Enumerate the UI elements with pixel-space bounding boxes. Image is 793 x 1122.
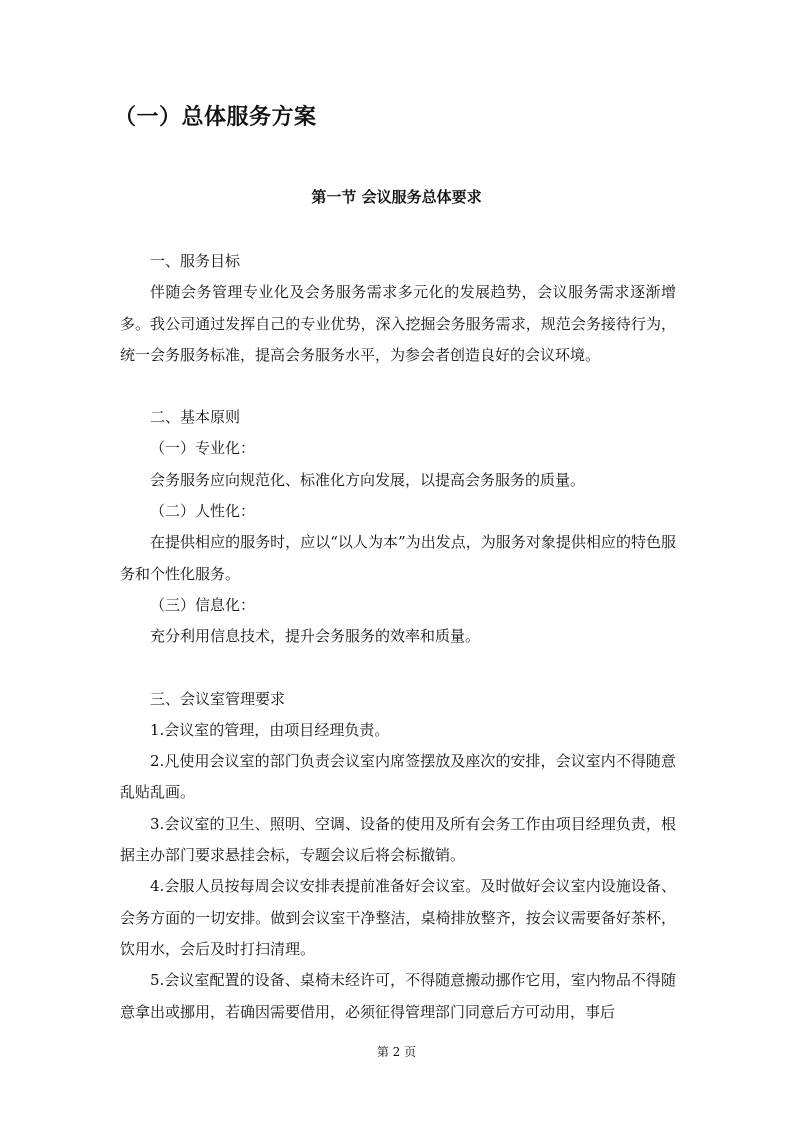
page-number: 第 2 页 xyxy=(376,1045,417,1059)
rule-item-1: 1.会议室的管理，由项目经理负责。 xyxy=(150,720,390,739)
rule-item-4: 4.会服人员按每周会议安排表提前准备好会议室。及时做好会议室内设施设备、会务方面的一切安排。做到会议室干净整洁，桌椅排放整齐，按会议需要备好茶杯，饮用水，会后及时打扫清理。 xyxy=(120,877,676,958)
heading-meeting-room-rules: 三、会议室管理要求 xyxy=(150,689,286,708)
subheading-professional: （一）专业化： xyxy=(150,439,256,458)
paragraph-professional: 会务服务应向规范化、标准化方向发展，以提高会务服务的质量。 xyxy=(150,470,586,489)
subheading-humanized: （二）人性化： xyxy=(150,502,256,521)
paragraph-informatized: 充分利用信息技术，提升会务服务的效率和质量。 xyxy=(150,627,481,646)
paragraph-humanized: 在提供相应的服务时，应以“以人为本”为出发点，为服务对象提供相应的特色服务和个性化服务。 xyxy=(120,533,676,583)
rule-item-5: 5.会议室配置的设备、桌椅未经许可，不得随意搬动挪作它用，室内物品不得随意拿出或挪用，若确因需要借用，必须征得管理部门同意后方可动用，事后 xyxy=(120,971,676,1021)
paragraph-service-goal: 伴随会务管理专业化及会务服务需求多元化的发展趋势，会议服务需求逐渐增多。我公司通过发挥自己的专业优势，深入挖掘会务服务需求，规范会务接待行为，统一会务服务标准，提高会务服务水平，为参会者创造良好的会议环境。 xyxy=(120,283,676,364)
subheading-informatized: （三）信息化： xyxy=(150,595,256,614)
document-body xyxy=(120,246,676,1028)
main-title: （一）总体服务方案 xyxy=(114,105,317,130)
section-title: 第一节 会议服务总体要求 xyxy=(311,188,482,206)
heading-basic-principles: 二、基本原则 xyxy=(150,408,241,427)
rule-item-3: 3.会议室的卫生、照明、空调、设备的使用及所有会务工作由项目经理负责，根据主办部门要求悬挂会标，专题会议后将会标撤销。 xyxy=(120,814,676,865)
rule-item-2: 2.凡使用会议室的部门负责会议室内席签摆放及座次的安排，会议室内不得随意乱贴乱画。 xyxy=(120,752,676,802)
heading-service-goal: 一、服务目标 xyxy=(150,252,241,270)
